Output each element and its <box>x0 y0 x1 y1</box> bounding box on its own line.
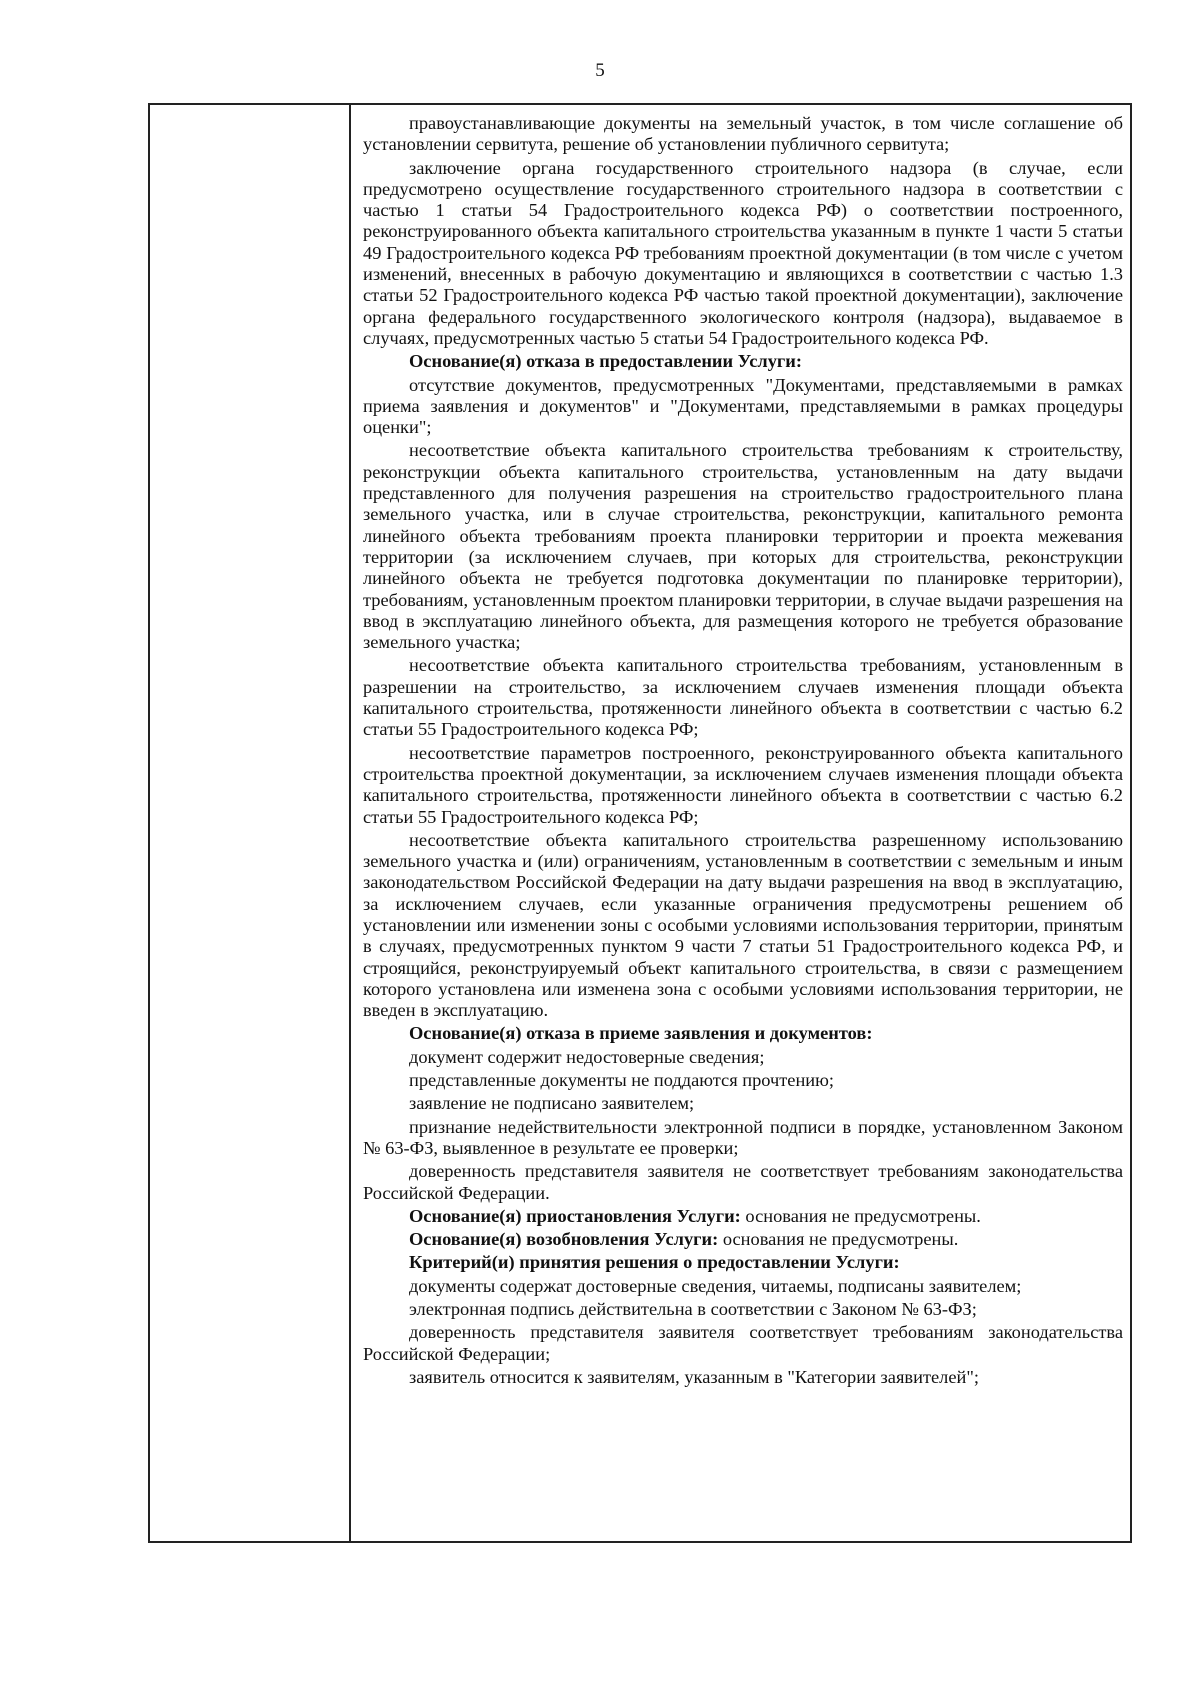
resumption-text: основания не предусмотрены. <box>718 1229 959 1250</box>
paragraph-reception-2: представленные документы не поддаются прочтению; <box>409 1070 834 1091</box>
paragraph-reception-3: заявление не подписано заявителем; <box>409 1093 695 1114</box>
suspension-text: основания не предусмотрены. <box>740 1205 981 1226</box>
paragraph-supervision-conclusion: заключение органа государственного строительного надзора (в случае, если предусмотрено осуществление государственного строительного надзора в соответствии с частью 1 статьи 54 Градостроительного кодекса РФ) о соответствии построенного, реконструированного объекта капитального строительства указанным в пункте 1 части 5 статьи 49 Градостроительного кодекса РФ требованиям проектной документации (в том числе с учетом изменений, внесенных в рабочую документацию и являющихся в соответствии с частью 1.3 статьи 52 Градостроительного кодекса РФ частью такой проектной документации), заключение органа федерального государственного экологического контроля (надзора), выдаваемое в случаях, предусмотренных частью 5 статьи 54 Градостроительного кодекса РФ. <box>363 157 1123 348</box>
paragraph-refusal-1: отсутствие документов, предусмотренных "Документами, представляемыми в рамках приема заявления и документов" и "Документами, представляемыми в рамках процедуры оценки"; <box>363 374 1123 438</box>
paragraph-land-documents: правоустанавливающие документы на земельный участок, в том числе соглашение об установлении сервитута, решение об установлении публичного сервитута; <box>363 113 1123 155</box>
document-table <box>148 103 1132 1543</box>
paragraph-suspension <box>363 1206 1123 1227</box>
paragraph-criteria-2: электронная подпись действительна в соответствии с Законом № 63-ФЗ; <box>409 1299 977 1320</box>
paragraph-criteria-4: заявитель относится к заявителям, указанным в "Категории заявителей"; <box>409 1366 979 1387</box>
heading-decision-criteria: Критерий(и) принятия решения о предоставлении Услуги: <box>409 1252 900 1273</box>
page-number: 5 <box>595 60 605 81</box>
paragraph-criteria-3: доверенность представителя заявителя соответствует требованиям законодательства Российской Федерации; <box>363 1322 1123 1364</box>
right-column-text <box>363 113 1123 1390</box>
paragraph-reception-4: признание недействительности электронной подписи в порядке, установленном Законом № 63-ФЗ, выявленное в результате ее проверки; <box>363 1116 1123 1158</box>
paragraph-reception-1: документ содержит недостоверные сведения; <box>409 1046 765 1067</box>
paragraph-refusal-2: несоответствие объекта капитального строительства требованиям к строительству, реконструкции объекта капитального строительства, установленным на дату выдачи представленного для получения разрешения на строительство градостроительного плана земельного участка, или в случае строительства, реконструкции, капитального ремонта линейного объекта требованиям проекта планировки территории и проекта межевания территории (за исключением случаев, при которых для строительства, реконструкции линейного объекта не требуется подготовка документации по планировке территории), требованиям, установленным проектом планировки территории, в случае выдачи разрешения на ввод в эксплуатацию линейного объекта, для размещения которого не требуется образование земельного участка; <box>363 440 1123 653</box>
paragraph-reception-5: доверенность представителя заявителя не соответствует требованиям законодательства Российской Федерации. <box>363 1161 1123 1203</box>
heading-reception-refusal: Основание(я) отказа в приеме заявления и документов: <box>409 1023 873 1044</box>
resumption-lead: Основание(я) возобновления Услуги: <box>409 1229 719 1250</box>
paragraph-criteria-1: документы содержат достоверные сведения, читаемы, подписаны заявителем; <box>409 1275 1022 1296</box>
suspension-lead: Основание(я) приостановления Услуги: <box>409 1205 741 1226</box>
paragraph-refusal-5: несоответствие объекта капитального строительства разрешенному использованию земельного участка и (или) ограничениям, установленным в соответствии с земельным и иным законодательством Российской Федерации на дату выдачи разрешения на ввод в эксплуатацию, за исключением случаев, если указанные ограничения предусмотрены решением об установлении или изменении зоны с особыми условиями использования территории, принятым в случаях, предусмотренных пунктом 9 части 7 статьи 51 Градостроительного кодекса РФ, и строящийся, реконструируемый объект капитального строительства, в связи с размещением которого установлена или изменена зона с особыми условиями использования территории, не введен в эксплуатацию. <box>363 829 1123 1021</box>
paragraph-refusal-4: несоответствие параметров построенного, реконструированного объекта капитального строительства проектной документации, за исключением случаев изменения площади объекта капитального строительства, протяженности линейного объекта в соответствии с частью 6.2 статьи 55 Градостроительного кодекса РФ; <box>363 742 1123 827</box>
paragraph-refusal-3: несоответствие объекта капитального строительства требованиям, установленным в разрешении на строительство, за исключением случаев изменения площади объекта капитального строительства, протяженности линейного объекта в соответствии с частью 6.2 статьи 55 Градостроительного кодекса РФ; <box>363 655 1123 740</box>
left-column <box>150 105 351 1541</box>
heading-refusal-grounds: Основание(я) отказа в предоставлении Услуги: <box>409 351 802 372</box>
paragraph-resumption <box>363 1229 1123 1250</box>
